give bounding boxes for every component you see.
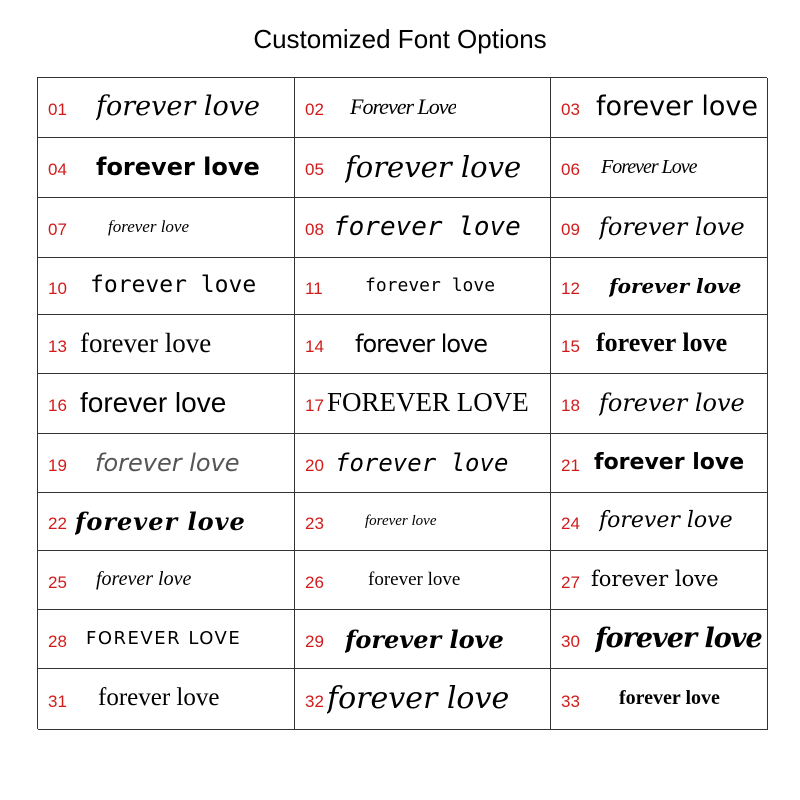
option-number: 28 (48, 631, 67, 651)
option-number: 16 (48, 396, 67, 415)
font-option-cell (295, 434, 551, 493)
font-option-cell (551, 493, 768, 551)
font-option-cell (551, 258, 768, 315)
option-number: 31 (48, 691, 67, 711)
option-number: 01 (48, 100, 67, 119)
font-option-cell (551, 198, 768, 258)
font-option-cell (295, 374, 551, 434)
font-option-cell (295, 315, 551, 374)
font-sample: Forever Love (350, 94, 457, 120)
font-sample: forever love (90, 272, 257, 299)
option-number: 02 (305, 100, 324, 119)
option-number: 18 (561, 396, 580, 415)
option-number: 20 (305, 455, 324, 475)
font-option-cell (38, 374, 295, 434)
page-title: Customized Font Options (253, 24, 547, 54)
font-sample: FOREVER LOVE (327, 387, 529, 418)
option-number: 03 (561, 100, 580, 119)
font-sample: forever love (333, 211, 521, 242)
option-number: 04 (48, 160, 67, 179)
font-option-cell (551, 374, 768, 434)
font-option-cell (551, 315, 768, 374)
font-option-cell (38, 78, 295, 138)
font-sample: forever love (595, 622, 762, 654)
font-sample: forever love (96, 568, 192, 591)
option-number: 05 (305, 160, 324, 179)
option-number: 21 (561, 455, 580, 475)
font-sample: forever love (591, 567, 719, 592)
font-sample: forever love (98, 684, 220, 711)
font-sample: Forever Love (601, 155, 697, 178)
font-sample: forever love (345, 624, 504, 654)
font-sample: forever love (355, 329, 488, 358)
option-number: 22 (48, 514, 67, 533)
option-number: 06 (561, 160, 580, 179)
font-option-cell (295, 493, 551, 551)
font-sample: forever love (594, 449, 745, 475)
font-option-cell (38, 669, 295, 730)
font-option-cell (551, 669, 768, 730)
option-number: 29 (305, 631, 324, 651)
font-sample: forever love (599, 508, 733, 534)
font-sample: forever love (335, 448, 509, 477)
font-option-cell (551, 551, 768, 610)
font-sample: forever love (365, 275, 496, 297)
option-number: 09 (561, 220, 580, 239)
font-sample: forever love (75, 507, 246, 537)
font-sample: forever love (327, 680, 510, 716)
option-number: 30 (561, 631, 580, 651)
font-option-cell (295, 610, 551, 669)
font-sample: forever love (80, 386, 227, 418)
font-option-cell (295, 78, 551, 138)
option-number: 33 (561, 691, 580, 711)
font-option-cell (38, 198, 295, 258)
option-number: 27 (561, 572, 580, 592)
font-sample: forever love (596, 328, 728, 358)
font-sample: forever love (96, 91, 260, 123)
option-number: 12 (561, 278, 580, 298)
option-number: 10 (48, 278, 67, 298)
font-options-grid (37, 77, 767, 729)
font-sample: FOREVER LOVE (86, 628, 242, 650)
font-sample: forever love (599, 389, 745, 418)
option-number: 08 (305, 220, 324, 239)
font-option-cell (38, 258, 295, 315)
option-number: 32 (305, 691, 324, 711)
option-number: 13 (48, 336, 67, 356)
option-number: 15 (561, 336, 580, 356)
font-sample: forever love (365, 512, 437, 529)
font-option-cell (551, 78, 768, 138)
option-number: 25 (48, 572, 67, 592)
font-option-cell (551, 434, 768, 493)
option-number: 17 (305, 396, 324, 415)
option-number: 11 (305, 278, 323, 298)
font-sample: forever love (619, 687, 720, 710)
option-number: 19 (48, 455, 67, 475)
option-number: 07 (48, 220, 67, 239)
option-number: 23 (305, 514, 324, 533)
font-sample: forever love (599, 213, 745, 242)
font-option-cell (38, 551, 295, 610)
font-option-cell (295, 258, 551, 315)
font-sample: forever love (596, 91, 759, 123)
font-option-cell (295, 669, 551, 730)
font-sample: forever love (80, 327, 212, 358)
font-option-cell (38, 315, 295, 374)
font-option-cell (295, 551, 551, 610)
font-option-cell (295, 198, 551, 258)
font-sample: forever love (95, 448, 240, 477)
option-number: 26 (305, 572, 324, 592)
font-option-cell (551, 138, 768, 198)
font-sample: forever love (96, 153, 260, 182)
font-option-cell (38, 493, 295, 551)
font-option-cell (551, 610, 768, 669)
font-sample: forever love (108, 217, 190, 237)
font-sample: forever love (609, 274, 742, 299)
font-sample: forever love (345, 150, 522, 185)
font-option-cell (38, 610, 295, 669)
option-number: 24 (561, 514, 580, 533)
font-option-cell (295, 138, 551, 198)
option-number: 14 (305, 336, 324, 356)
font-sample: forever love (368, 568, 461, 590)
font-option-cell (38, 434, 295, 493)
font-option-cell (38, 138, 295, 198)
